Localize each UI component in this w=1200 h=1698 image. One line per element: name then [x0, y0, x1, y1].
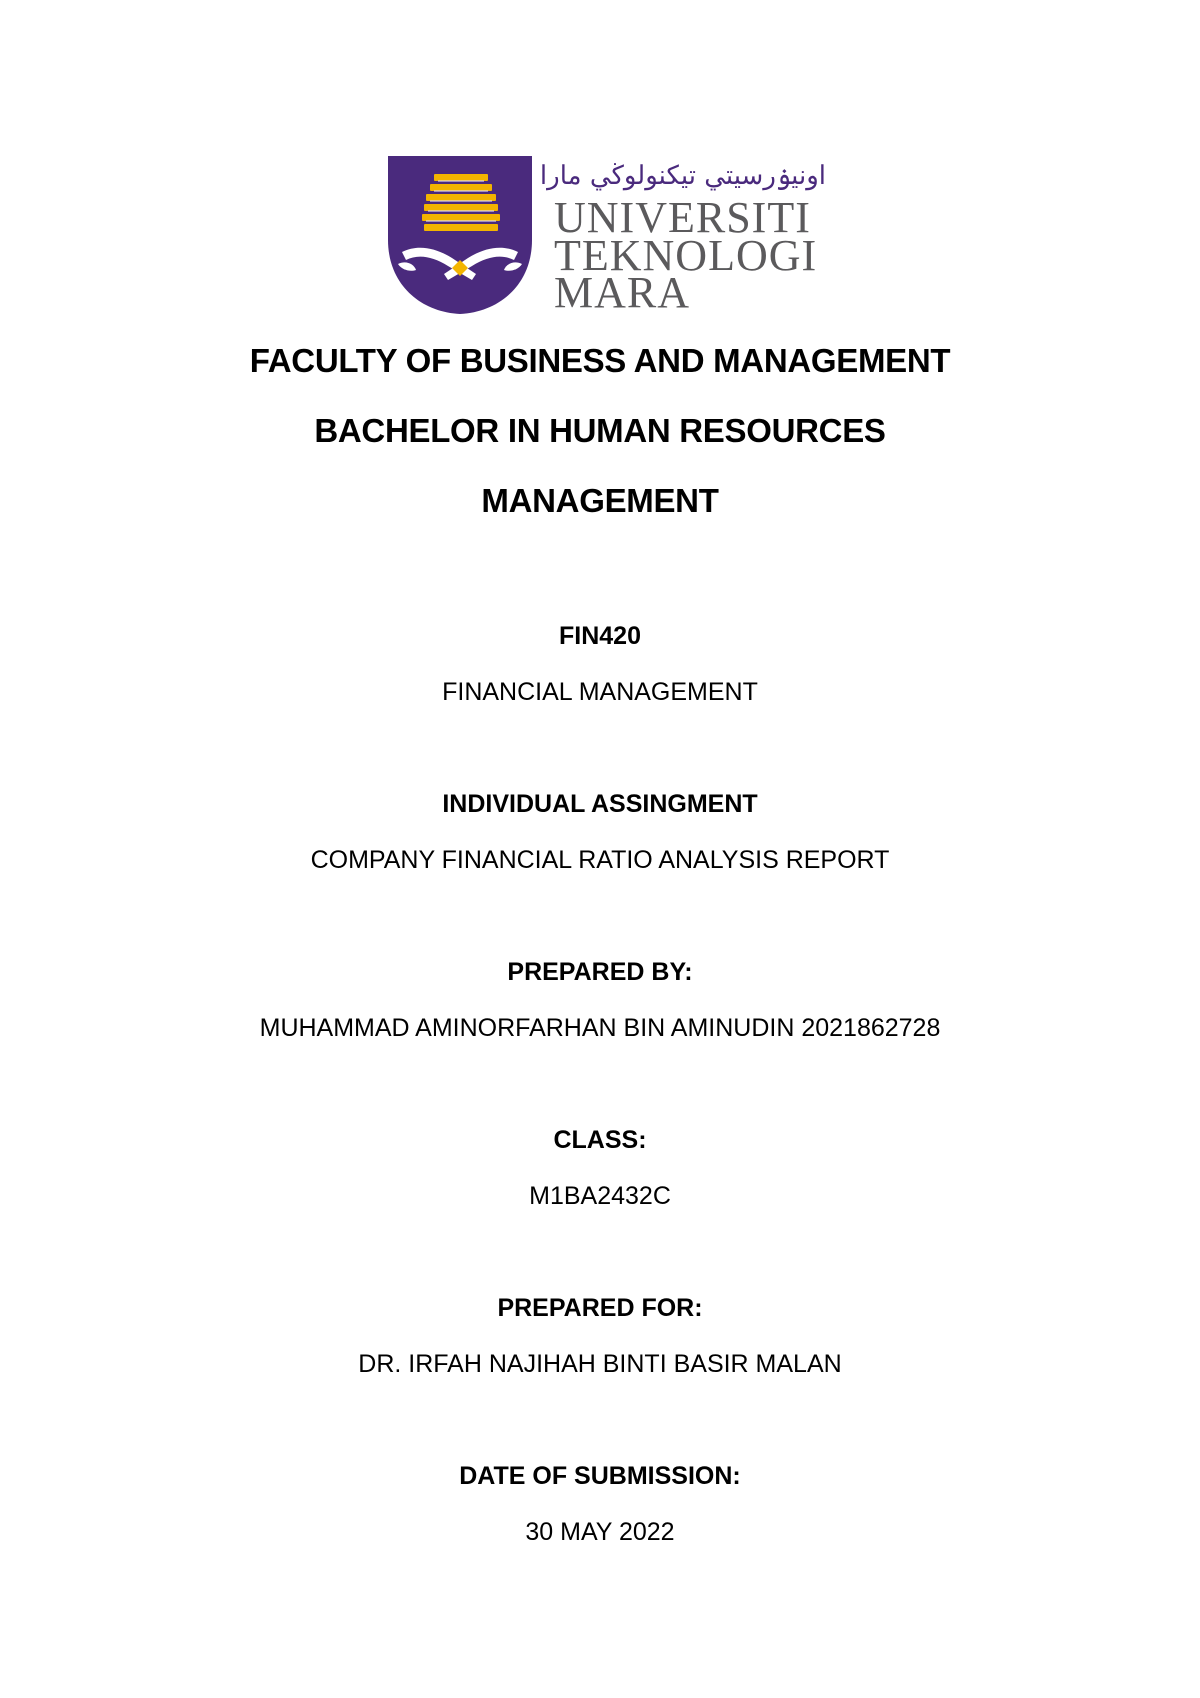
course-name: FINANCIAL MANAGEMENT: [442, 678, 758, 706]
prepared-for-label: PREPARED FOR:: [497, 1294, 703, 1322]
faculty-heading: FACULTY OF BUSINESS AND MANAGEMENT: [249, 342, 951, 379]
university-logo: [388, 156, 836, 317]
logo-wordmark-line-1: UNIVERSITI: [554, 193, 811, 242]
assignment-type: INDIVIDUAL ASSINGMENT: [442, 790, 758, 818]
uitm-crest-icon: [388, 156, 538, 314]
submission-date-label: DATE OF SUBMISSION:: [459, 1462, 741, 1490]
prepared-for-value: DR. IRFAH NAJIHAH BINTI BASIR MALAN: [358, 1350, 842, 1378]
logo-wordmark-line-3: MARA: [554, 268, 691, 317]
course-code: FIN420: [559, 622, 641, 650]
submission-date-value: 30 MAY 2022: [525, 1518, 675, 1546]
program-heading-line-2: MANAGEMENT: [481, 482, 719, 519]
class-label: CLASS:: [553, 1126, 647, 1154]
prepared-by-label: PREPARED BY:: [507, 958, 693, 986]
program-heading-line-1: BACHELOR IN HUMAN RESOURCES: [314, 412, 886, 449]
logo-wordmark-line-2: TEKNOLOGI: [554, 231, 818, 280]
assignment-title: COMPANY FINANCIAL RATIO ANALYSIS REPORT: [310, 846, 890, 874]
logo-arabic-text: اونيۏرسيتي تيكنولوڬي مارا: [539, 161, 826, 191]
logo-text: [539, 156, 836, 317]
prepared-by-value: MUHAMMAD AMINORFARHAN BIN AMINUDIN 2021862728: [259, 1014, 941, 1042]
class-value: M1BA2432C: [529, 1182, 671, 1210]
